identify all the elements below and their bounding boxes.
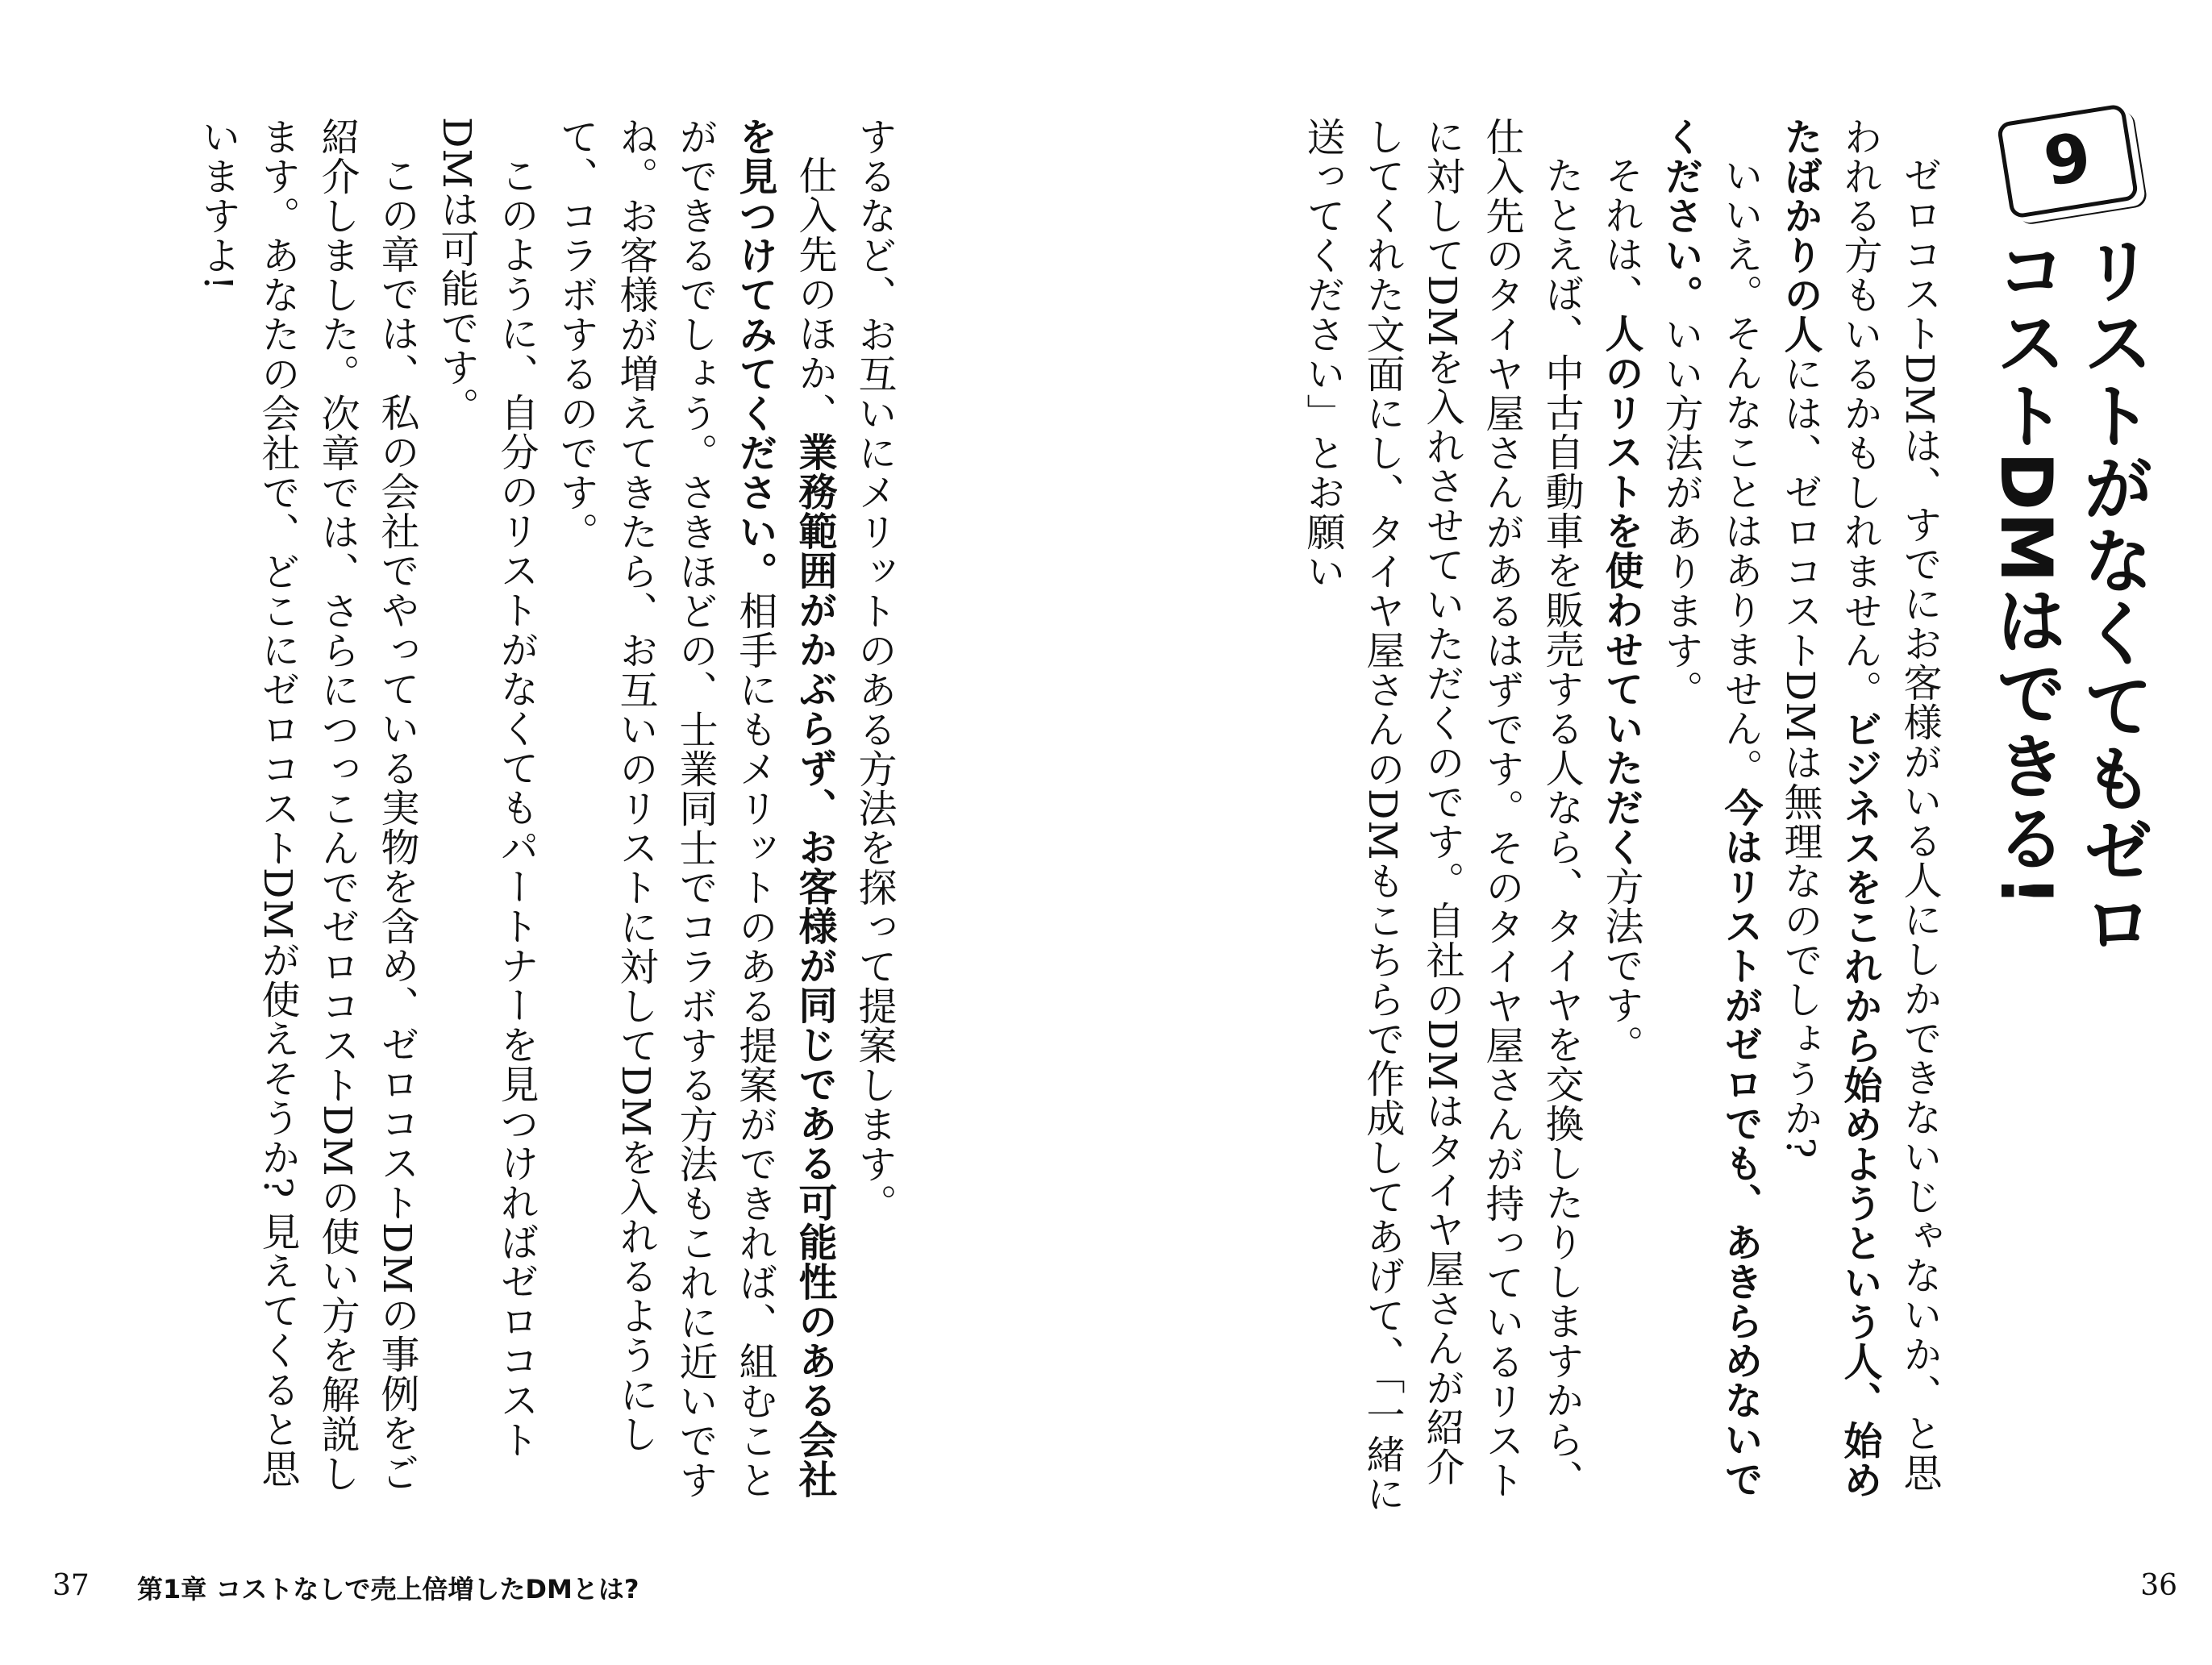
body-text-run: このように、自分のリストがなくてもパートナーを見つければゼロコストDMは可能です。: [434, 117, 539, 1459]
body-text-run: たとえば、中古自動車を販売する人なら、タイヤを交換したりしますから、仕入先のタイヤ屋さんがあるはずです。そのタイヤ屋さんが持っているリストに対してDMを入れさせていただくのです。自社のDMはタイヤ屋さんが紹介してくれた文面にし、タイヤ屋さんのDMもこちらで作成してあげて、「一緒に送ってください」とお願い: [1300, 117, 1584, 1513]
emphasis-text: 業務範囲がかぶらず、お客様が同じである可能性のある会社を見つけてみてください。: [732, 117, 837, 1499]
right-body-text: [1293, 117, 1949, 1520]
body-text-run: 相手にもメリットのある提案ができれば、組むことができるでしょう。さきほどの、士業同士でコラボする方法もこれに近いですね。お客様が増えてきたら、お互いのリストに対してDMを入れるようにして、コラボするのです。: [553, 117, 777, 1500]
paragraph: [844, 117, 904, 1520]
body-text-run: 方法です。: [1598, 867, 1643, 1064]
body-text-run: ゼロコストDMは、すでにお客様がいる人にしかできないじゃないか、と思われる方もいるかもしれません。: [1837, 117, 1942, 1492]
paragraph: [1651, 117, 1770, 1520]
body-text-run: この章では、私の会社でやっている実物を含め、ゼロコストDMの事例をご紹介しました。次章では、さらにつっこんでゼロコストDMの使い方を解説します。あなたの会社で、どこにゼロコストDMが使えそうか? 見えてくると思いますよ!: [195, 117, 419, 1493]
section-number: 9: [2039, 119, 2097, 202]
section-number-badge: [1997, 103, 2139, 219]
body-text-run: いい方法があります。: [1658, 314, 1703, 710]
paragraph: [546, 117, 844, 1520]
paragraph: [188, 117, 427, 1520]
emphasis-text: ビジネスをこれから始めようという人、始めたばかりの人: [1777, 117, 1882, 1500]
running-head: 第1章 コストなしで売上倍増したDMとは?: [137, 1574, 639, 1605]
paragraph: [427, 117, 546, 1520]
paragraph: [1293, 117, 1591, 1520]
section-heading: [1914, 113, 2156, 1016]
body-text-run: には、ゼロコストDMは無理なのでしょうか?: [1777, 354, 1823, 1159]
right-page: [1106, 0, 2211, 1665]
page-number-left: 37: [52, 1569, 90, 1602]
body-text-run: それは、: [1598, 156, 1643, 314]
page-number-right: 36: [2140, 1569, 2177, 1602]
body-text-run: いいえ。そんなことはありません。: [1718, 156, 1763, 788]
body-text-run: するなど、お互いにメリットのある方法を探って提案します。: [852, 117, 897, 1223]
body-text-run: 仕入先のほか、: [792, 156, 837, 432]
paragraph: [1770, 117, 1949, 1520]
paragraph: [1591, 117, 1651, 1520]
section-title: リストがなくてもゼロコストDMはできる!: [1985, 234, 2155, 959]
emphasis-text: 人のリストを使わせていただく: [1598, 314, 1643, 867]
left-body-text: [128, 117, 904, 1520]
emphasis-text: 今はリストがゼロでも、あきらめないでください。: [1658, 117, 1763, 1499]
